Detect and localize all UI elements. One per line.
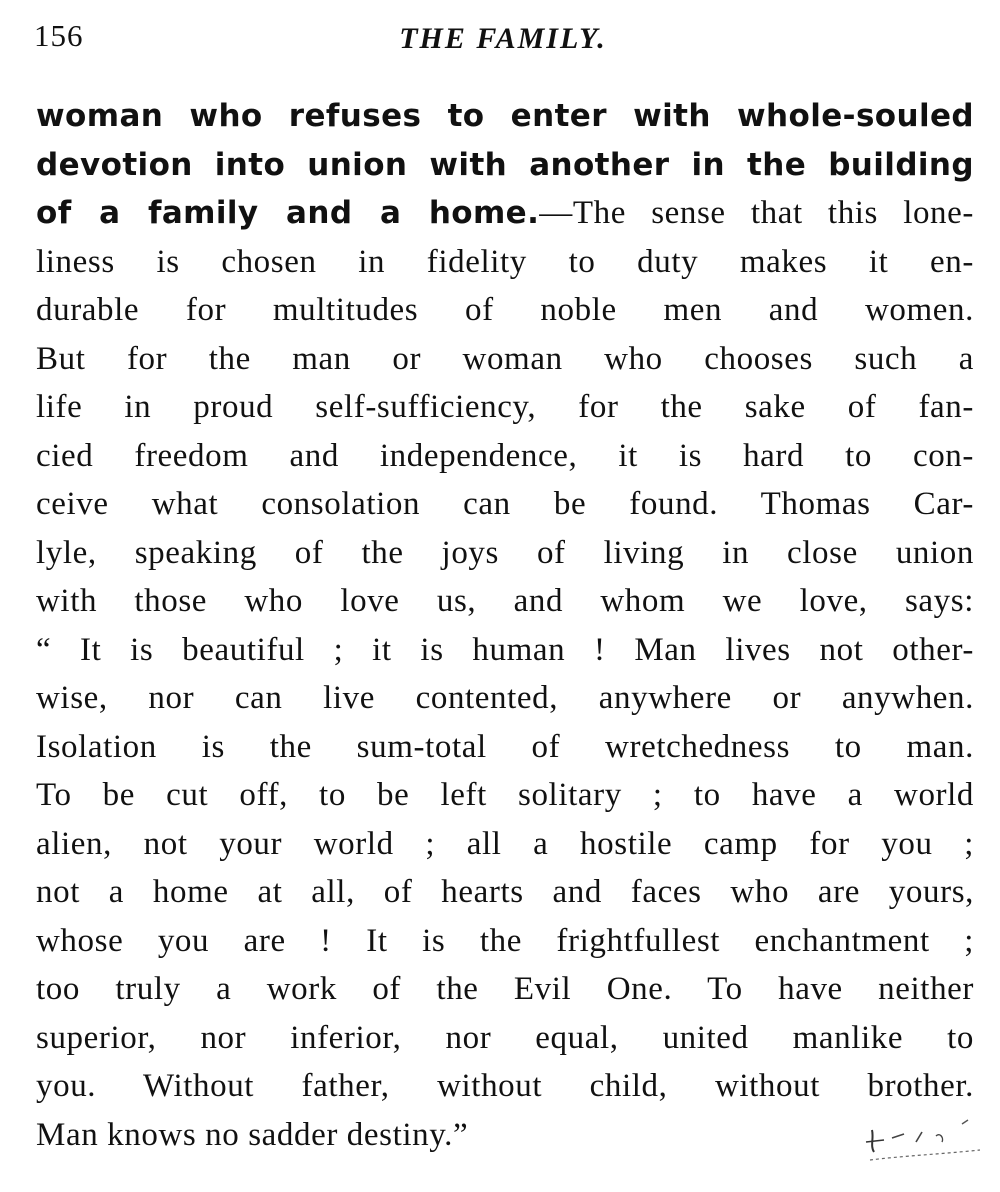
text-line: But for the man or woman who chooses such a: [36, 340, 974, 377]
text-line: with those who love us, and whom we love, says:: [36, 583, 974, 619]
text-line: Isolation is the sum-total of wretchedness to man.: [36, 728, 974, 765]
text-line: whose you are ! It is the frightfullest enchantment ;: [36, 922, 974, 959]
text-line: ceive what consolation can be found. Thomas Car-: [36, 486, 974, 522]
text-line: you. Without father, without child, without brother.: [36, 1068, 974, 1104]
page-number: 156: [34, 18, 84, 53]
running-head: [34, 18, 972, 58]
text-line: To be cut off, to be left solitary ; to have a world: [36, 777, 974, 813]
text-line: “ It is beautiful ; it is human ! Man lives not other-: [36, 631, 974, 668]
text-line: too truly a work of the Evil One. To have neither: [36, 971, 974, 1007]
text-line: life in proud self-sufficiency, for the sake of fan-: [36, 389, 974, 425]
text-line: devotion into union with another in the building: [36, 146, 974, 183]
text-line: superior, nor inferior, nor equal, united manlike to: [36, 1019, 974, 1056]
text-line: liness is chosen in fidelity to duty makes it en-: [36, 243, 974, 280]
text-continuation: —The sense that this lone-: [539, 195, 974, 231]
text-line: durable for multitudes of noble men and women.: [36, 292, 974, 328]
text-line: lyle, speaking of the joys of living in close union: [36, 534, 974, 571]
text-line: Man knows no sadder destiny.”: [36, 1116, 469, 1153]
handwritten-mark-icon: [852, 1108, 982, 1168]
bold-heading-end: of a family and a home.: [36, 195, 540, 231]
text-line: wise, nor can live contented, anywhere or anywhen.: [36, 680, 974, 716]
text-line: woman who refuses to enter with whole-souled: [36, 98, 974, 134]
body-text: [36, 92, 974, 1159]
text-line: alien, not your world ; all a hostile camp for you ;: [36, 825, 974, 862]
text-line: not a home at all, of hearts and faces who are yours,: [36, 874, 974, 910]
running-title: THE FAMILY.: [399, 22, 607, 55]
text-line: cied freedom and independence, it is hard to con-: [36, 437, 974, 474]
text-line: [36, 189, 974, 238]
